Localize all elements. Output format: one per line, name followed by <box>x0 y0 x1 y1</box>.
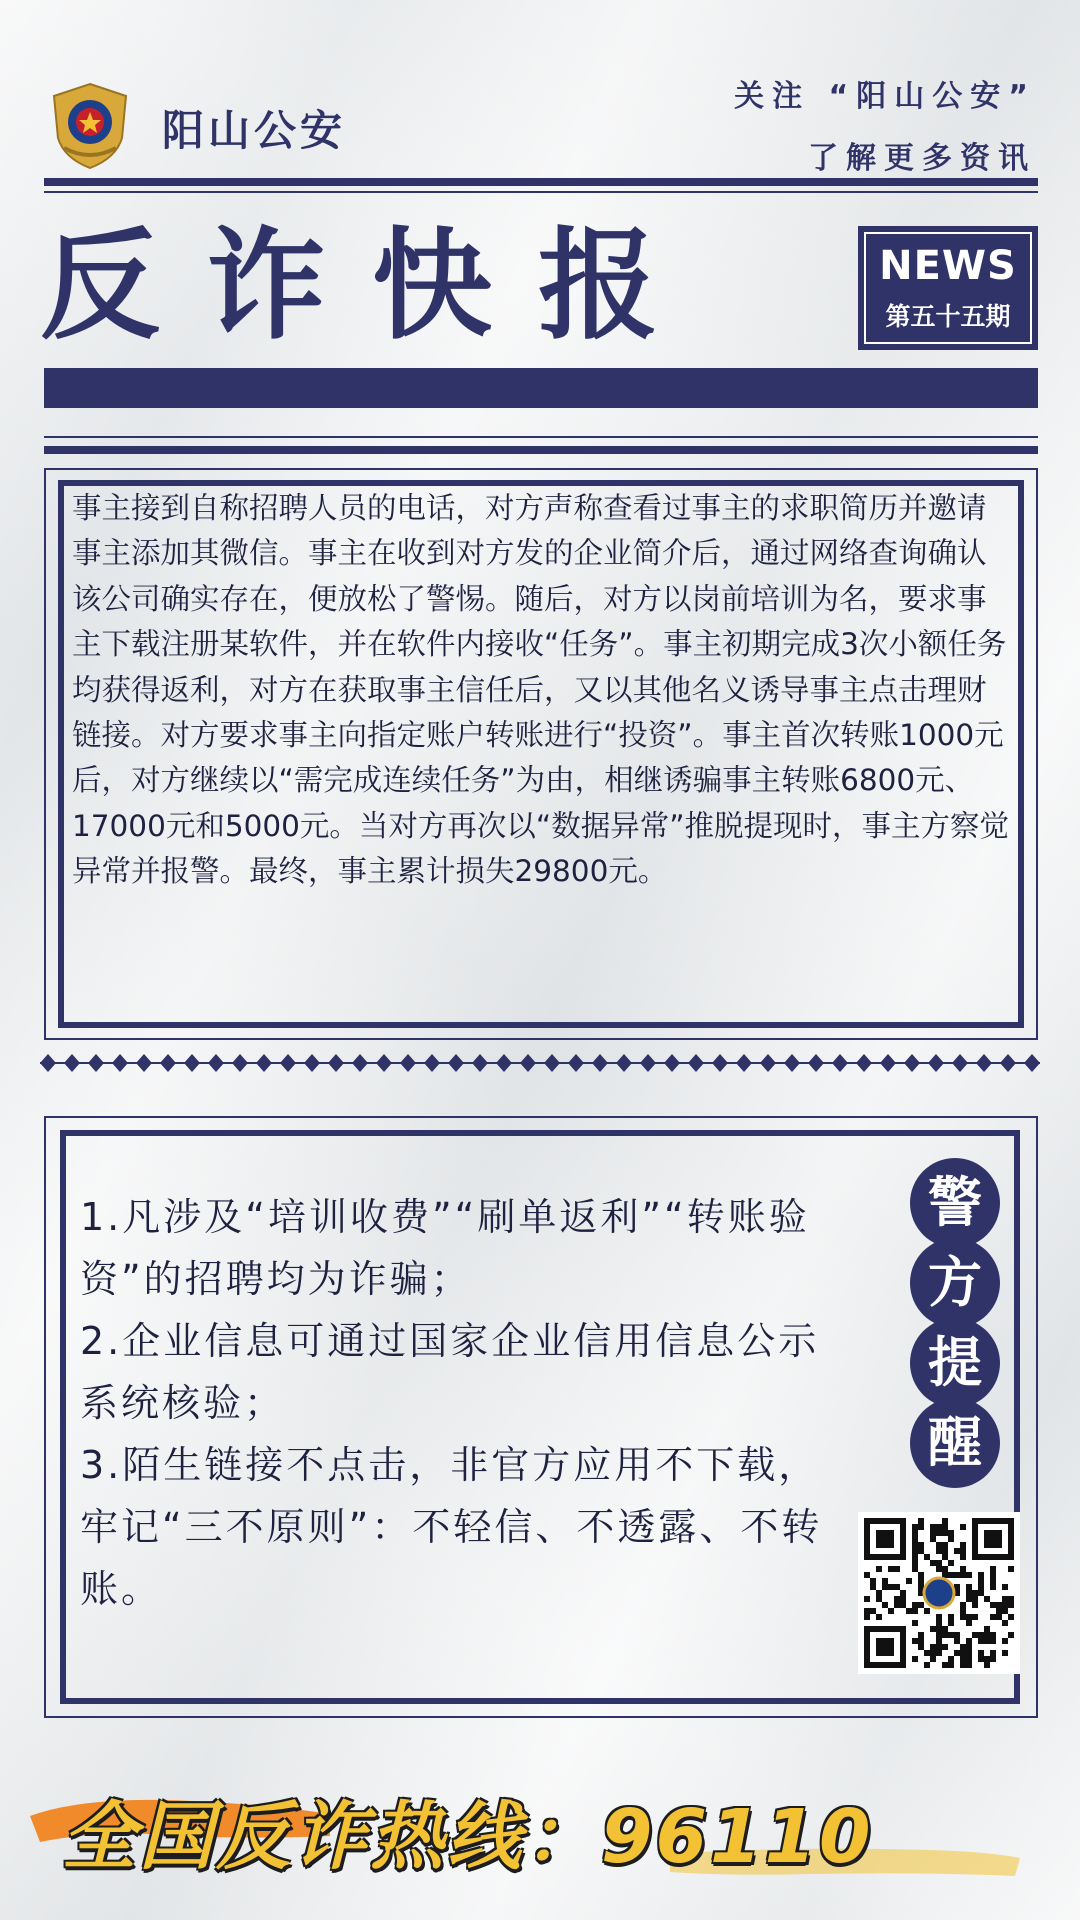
anti-fraud-hotline: 全国反诈热线：96110 <box>62 1794 874 1880</box>
seal-char: 警 <box>910 1158 1000 1248</box>
diamond-divider <box>40 1052 1040 1074</box>
seal-char: 方 <box>910 1238 1000 1328</box>
divider <box>44 446 1038 454</box>
divider <box>44 436 1038 438</box>
tip-item: 2.企业信息可通过国家企业信用信息公示系统核验； <box>80 1319 820 1425</box>
news-label: NEWS <box>879 243 1017 289</box>
news-badge <box>858 226 1038 350</box>
follow-line-1: 关注 “阳山公安” <box>734 79 1036 114</box>
divider <box>44 178 1038 186</box>
warning-tips <box>80 1186 840 1620</box>
issue-number: 第五十五期 <box>885 302 1011 331</box>
divider <box>44 368 1038 408</box>
qr-code-icon <box>858 1512 1020 1674</box>
seal-char: 提 <box>910 1318 1000 1408</box>
tip-item: 1.凡涉及“培训收费”“刷单返利”“转账验资”的招聘均为诈骗； <box>80 1195 810 1301</box>
page-title: 反诈快报 <box>40 217 704 356</box>
follow-line-2: 了解更多资讯 <box>808 141 1036 176</box>
brand-name: 阳山公安 <box>162 106 347 155</box>
seal-char: 醒 <box>910 1398 1000 1488</box>
follow-prompt <box>734 66 1036 190</box>
tip-item: 3.陌生链接不点击，非官方应用不下载，牢记“三不原则”：不轻信、不透露、不转账。 <box>80 1443 823 1611</box>
police-emblem-icon <box>50 82 130 170</box>
case-description: 事主接到自称招聘人员的电话，对方声称查看过事主的求职简历并邀请事主添加其微信。事主在收到对方发的企业简介后，通过网络查询确认该公司确实存在，便放松了警惕。随后，对方以岗前培训为名，要求事主下载注册某软件，并在软件内接收“任务”。事主初期完成3次小额任务均获得返利，对方在获取事主信任后，又以其他名义诱导事主点击理财链接。对方要求事主向指定账户转账进行“投资”。事主首次转账1000元后，对方继续以“需完成连续任务”为由，相继诱骗事主转账6800元、17000元和5000元。当对方再次以“数据异常”推脱提现时，事主方察觉异常并报警。最终，事主累计损失29800元。 <box>72 491 1009 889</box>
divider <box>44 191 1038 193</box>
